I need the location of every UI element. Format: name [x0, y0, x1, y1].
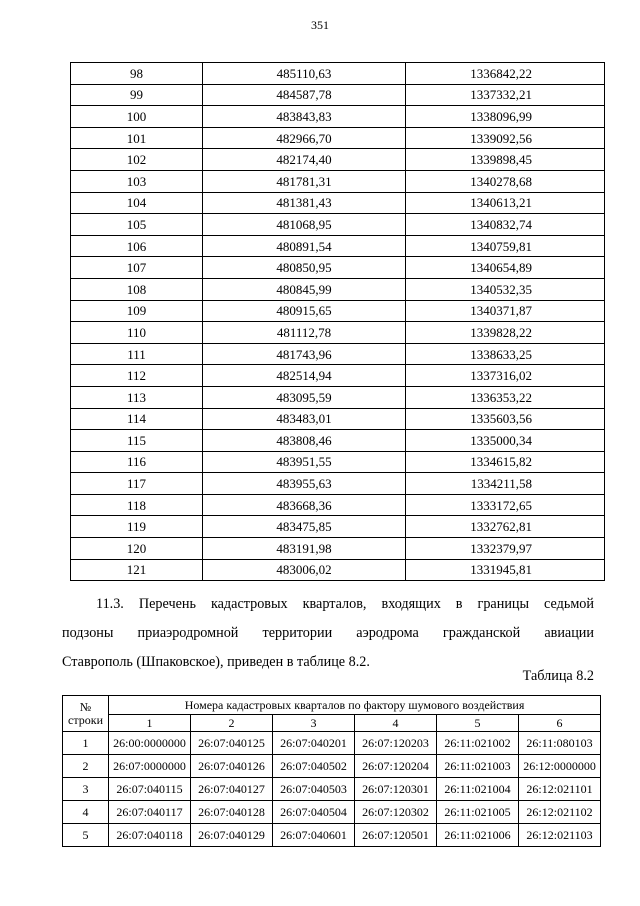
table-row — [71, 84, 605, 106]
table-cell: 481743,96 — [203, 343, 406, 365]
row-number-header — [63, 696, 109, 732]
table-cell: 107 — [71, 257, 203, 279]
table-cell: 481112,78 — [203, 322, 406, 344]
table-cell: 1334615,82 — [406, 451, 605, 473]
table-cell: 26:07:040201 — [273, 732, 355, 755]
table-cell: 4 — [63, 801, 109, 824]
table-cell: 109 — [71, 300, 203, 322]
table-cell: 480845,99 — [203, 278, 406, 300]
table-cell: 1338633,25 — [406, 343, 605, 365]
table-cell: 26:00:0000000 — [109, 732, 191, 755]
table-cell: 26:12:0000000 — [519, 755, 601, 778]
column-number-cell: 4 — [355, 715, 437, 732]
table-cell: 115 — [71, 430, 203, 452]
table-row — [71, 408, 605, 430]
table-cell: 120 — [71, 538, 203, 560]
table-cell: 26:07:040117 — [109, 801, 191, 824]
table-cell: 26:07:040129 — [191, 824, 273, 847]
table-cell: 119 — [71, 516, 203, 538]
table-cell: 1332762,81 — [406, 516, 605, 538]
column-number-cell: 1 — [109, 715, 191, 732]
table-cell: 1336353,22 — [406, 386, 605, 408]
table-cell: 1339828,22 — [406, 322, 605, 344]
table-row — [71, 430, 605, 452]
column-number-cell: 2 — [191, 715, 273, 732]
table-cell: 482966,70 — [203, 127, 406, 149]
table-cell: 102 — [71, 149, 203, 171]
table-row — [71, 538, 605, 560]
table-row — [71, 192, 605, 214]
table-cell: 117 — [71, 473, 203, 495]
table-row — [63, 778, 601, 801]
table-cell: 26:07:040504 — [273, 801, 355, 824]
table-row — [71, 127, 605, 149]
table-row — [71, 473, 605, 495]
table-cell: 1338096,99 — [406, 106, 605, 128]
table-cell: 480891,54 — [203, 235, 406, 257]
table-cell: 105 — [71, 214, 203, 236]
table-cell: 485110,63 — [203, 63, 406, 85]
table-cell: 483475,85 — [203, 516, 406, 538]
table-row — [71, 494, 605, 516]
table-row — [71, 106, 605, 128]
table-row — [71, 516, 605, 538]
table-cell: 26:07:040503 — [273, 778, 355, 801]
table-cell: 26:11:021006 — [437, 824, 519, 847]
table-cell: 100 — [71, 106, 203, 128]
table-cell: 1335603,56 — [406, 408, 605, 430]
table-cell: 1339092,56 — [406, 127, 605, 149]
table-cell: 1340759,81 — [406, 235, 605, 257]
table-cell: 26:07:040502 — [273, 755, 355, 778]
table-cell: 101 — [71, 127, 203, 149]
table-cell: 26:07:120203 — [355, 732, 437, 755]
table-cell: 116 — [71, 451, 203, 473]
table-cell: 1340654,89 — [406, 257, 605, 279]
table-cell: 481381,43 — [203, 192, 406, 214]
table-cell: 121 — [71, 559, 203, 581]
table-cell: 26:07:120204 — [355, 755, 437, 778]
table-cell: 26:07:120501 — [355, 824, 437, 847]
table-cell: 108 — [71, 278, 203, 300]
table-cell: 481781,31 — [203, 170, 406, 192]
table-row — [71, 63, 605, 85]
table-cell: 26:07:120302 — [355, 801, 437, 824]
table-cell: 26:11:021005 — [437, 801, 519, 824]
table-cell: 26:12:021102 — [519, 801, 601, 824]
table-cell: 482514,94 — [203, 365, 406, 387]
table-cell: 26:07:040126 — [191, 755, 273, 778]
column-number-row — [63, 715, 601, 732]
paragraph-line-2: подзоны приаэродромной территории аэродрома гражданской авиации — [62, 625, 594, 641]
table-caption: Таблица 8.2 — [522, 668, 594, 684]
table-cell: 1340278,68 — [406, 170, 605, 192]
table-row — [71, 300, 605, 322]
table-cell: 2 — [63, 755, 109, 778]
table-cell: 106 — [71, 235, 203, 257]
table-cell: 1 — [63, 732, 109, 755]
table-cell: 483191,98 — [203, 538, 406, 560]
table-cell: 1339898,45 — [406, 149, 605, 171]
table-cell: 104 — [71, 192, 203, 214]
table-cell: 98 — [71, 63, 203, 85]
table-cell: 26:11:021003 — [437, 755, 519, 778]
table-row — [71, 149, 605, 171]
table-cell: 1331945,81 — [406, 559, 605, 581]
table-cell: 483668,36 — [203, 494, 406, 516]
group-header: Номера кадастровых кварталов по фактору шумового воздействия — [109, 696, 601, 715]
table-row — [71, 214, 605, 236]
table-row — [63, 801, 601, 824]
table-cell: 99 — [71, 84, 203, 106]
table-cell: 110 — [71, 322, 203, 344]
table-row — [71, 235, 605, 257]
table-cell: 483483,01 — [203, 408, 406, 430]
table-cell: 118 — [71, 494, 203, 516]
table-cell: 111 — [71, 343, 203, 365]
coordinates-table — [70, 62, 605, 581]
paragraph-line-1: 11.3. Перечень кадастровых кварталов, входящих в границы седьмой — [96, 596, 594, 612]
table-cell: 103 — [71, 170, 203, 192]
table-cell: 1337332,21 — [406, 84, 605, 106]
table-cell: 26:07:040115 — [109, 778, 191, 801]
table-cell: 483955,63 — [203, 473, 406, 495]
table-cell: 26:12:021101 — [519, 778, 601, 801]
table-cell: 483006,02 — [203, 559, 406, 581]
table-row — [71, 559, 605, 581]
table-cell: 1340371,87 — [406, 300, 605, 322]
table-cell: 484587,78 — [203, 84, 406, 106]
table-header-row — [63, 696, 601, 715]
table-cell: 26:07:0000000 — [109, 755, 191, 778]
table-cell: 26:07:040125 — [191, 732, 273, 755]
table-row — [71, 257, 605, 279]
table-cell: 26:07:040127 — [191, 778, 273, 801]
page-number: 351 — [311, 18, 329, 32]
table-cell: 1335000,34 — [406, 430, 605, 452]
table-cell: 1340613,21 — [406, 192, 605, 214]
cadastral-quarters-table — [62, 695, 601, 847]
table-cell: 5 — [63, 824, 109, 847]
table-row — [71, 278, 605, 300]
column-number-cell: 6 — [519, 715, 601, 732]
table-cell: 1340832,74 — [406, 214, 605, 236]
table-cell: 113 — [71, 386, 203, 408]
table-row — [71, 365, 605, 387]
table-cell: 26:12:021103 — [519, 824, 601, 847]
table-row — [63, 755, 601, 778]
table-cell: 1337316,02 — [406, 365, 605, 387]
row-number-header-symbol: № — [79, 699, 92, 714]
table-row — [63, 732, 601, 755]
table-cell: 483951,55 — [203, 451, 406, 473]
table-row — [71, 343, 605, 365]
row-number-header-label: строки — [68, 712, 103, 727]
table-cell: 483095,59 — [203, 386, 406, 408]
table-cell: 483843,83 — [203, 106, 406, 128]
table-cell: 1334211,58 — [406, 473, 605, 495]
table-row — [71, 451, 605, 473]
column-number-cell: 5 — [437, 715, 519, 732]
table-cell: 480850,95 — [203, 257, 406, 279]
table-cell: 1336842,22 — [406, 63, 605, 85]
table-cell: 26:07:040601 — [273, 824, 355, 847]
table-cell: 26:11:080103 — [519, 732, 601, 755]
table-cell: 482174,40 — [203, 149, 406, 171]
table-row — [71, 386, 605, 408]
table-cell: 26:07:120301 — [355, 778, 437, 801]
table-cell: 480915,65 — [203, 300, 406, 322]
table-cell: 26:07:040128 — [191, 801, 273, 824]
table-cell: 3 — [63, 778, 109, 801]
table-cell: 1332379,97 — [406, 538, 605, 560]
table-cell: 481068,95 — [203, 214, 406, 236]
table-row — [71, 322, 605, 344]
table-cell: 26:11:021002 — [437, 732, 519, 755]
paragraph-line-3: Ставрополь (Шпаковское), приведен в таблице 8.2. — [62, 654, 370, 670]
table-cell: 112 — [71, 365, 203, 387]
table-cell: 1333172,65 — [406, 494, 605, 516]
table-cell: 26:11:021004 — [437, 778, 519, 801]
column-number-cell: 3 — [273, 715, 355, 732]
table-row — [71, 170, 605, 192]
table-cell: 1340532,35 — [406, 278, 605, 300]
table-cell: 483808,46 — [203, 430, 406, 452]
table-cell: 114 — [71, 408, 203, 430]
table-cell: 26:07:040118 — [109, 824, 191, 847]
table-row — [63, 824, 601, 847]
